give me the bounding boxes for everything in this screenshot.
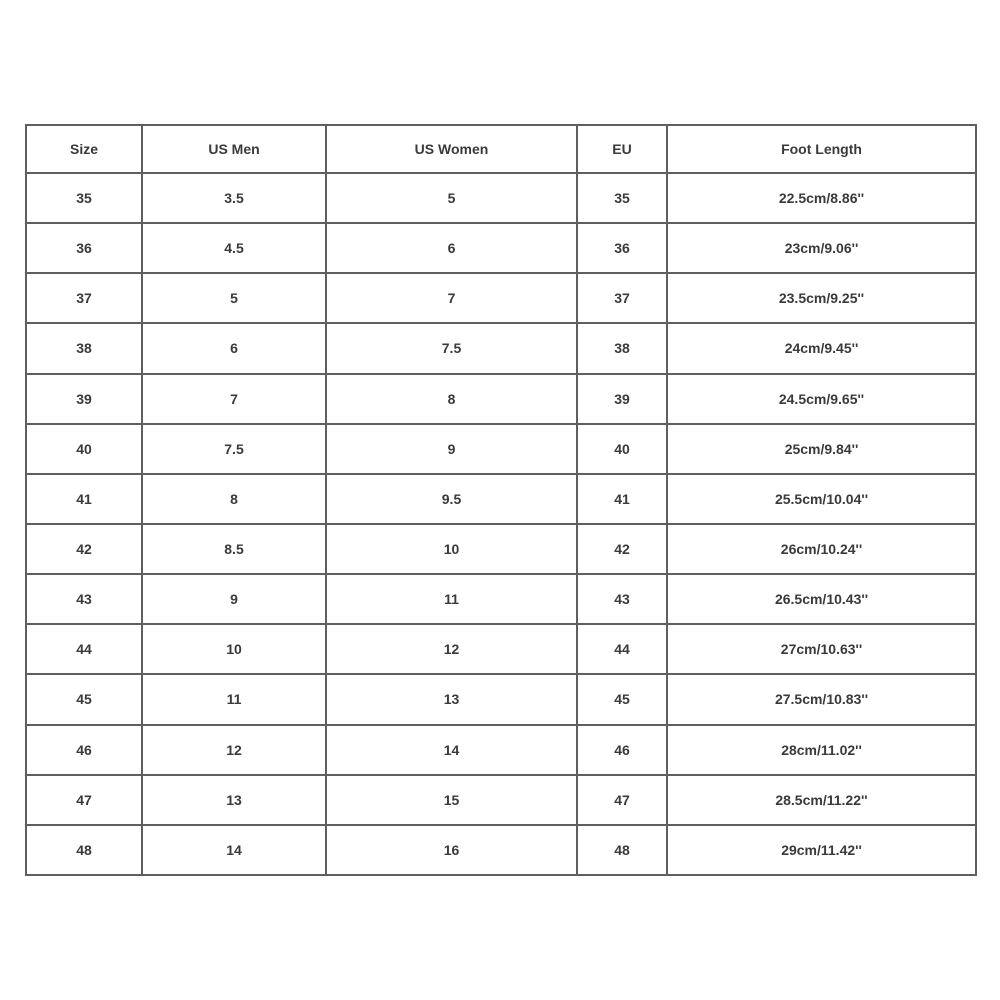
cell-us-women: 16 bbox=[326, 825, 577, 875]
cell-us-women: 12 bbox=[326, 624, 577, 674]
cell-us-men: 3.5 bbox=[142, 173, 326, 223]
cell-us-women: 9.5 bbox=[326, 474, 577, 524]
cell-us-women: 13 bbox=[326, 674, 577, 724]
cell-foot-length: 23.5cm/9.25'' bbox=[667, 273, 976, 323]
cell-size: 48 bbox=[26, 825, 142, 875]
cell-foot-length: 26.5cm/10.43'' bbox=[667, 574, 976, 624]
cell-size: 36 bbox=[26, 223, 142, 273]
cell-us-men: 11 bbox=[142, 674, 326, 724]
cell-foot-length: 24.5cm/9.65'' bbox=[667, 374, 976, 424]
header-row bbox=[26, 125, 976, 173]
header-us-women: US Women bbox=[326, 125, 577, 173]
cell-size: 46 bbox=[26, 725, 142, 775]
cell-us-men: 5 bbox=[142, 273, 326, 323]
table-row bbox=[26, 524, 976, 574]
cell-us-women: 9 bbox=[326, 424, 577, 474]
table-row bbox=[26, 825, 976, 875]
cell-us-men: 7.5 bbox=[142, 424, 326, 474]
cell-foot-length: 27cm/10.63'' bbox=[667, 624, 976, 674]
cell-us-women: 6 bbox=[326, 223, 577, 273]
header-size: Size bbox=[26, 125, 142, 173]
cell-eu: 46 bbox=[577, 725, 667, 775]
cell-size: 45 bbox=[26, 674, 142, 724]
table-row bbox=[26, 775, 976, 825]
cell-size: 41 bbox=[26, 474, 142, 524]
table-row bbox=[26, 725, 976, 775]
cell-foot-length: 24cm/9.45'' bbox=[667, 323, 976, 373]
table-row bbox=[26, 624, 976, 674]
table-row bbox=[26, 223, 976, 273]
cell-eu: 38 bbox=[577, 323, 667, 373]
cell-us-men: 4.5 bbox=[142, 223, 326, 273]
table-row bbox=[26, 323, 976, 373]
cell-size: 40 bbox=[26, 424, 142, 474]
cell-eu: 43 bbox=[577, 574, 667, 624]
cell-eu: 40 bbox=[577, 424, 667, 474]
cell-us-women: 14 bbox=[326, 725, 577, 775]
cell-size: 37 bbox=[26, 273, 142, 323]
cell-us-men: 8.5 bbox=[142, 524, 326, 574]
header-foot-length: Foot Length bbox=[667, 125, 976, 173]
cell-us-women: 8 bbox=[326, 374, 577, 424]
cell-size: 47 bbox=[26, 775, 142, 825]
cell-eu: 41 bbox=[577, 474, 667, 524]
cell-foot-length: 22.5cm/8.86'' bbox=[667, 173, 976, 223]
cell-us-men: 12 bbox=[142, 725, 326, 775]
cell-eu: 48 bbox=[577, 825, 667, 875]
cell-size: 43 bbox=[26, 574, 142, 624]
cell-foot-length: 23cm/9.06'' bbox=[667, 223, 976, 273]
table-row bbox=[26, 574, 976, 624]
cell-us-men: 6 bbox=[142, 323, 326, 373]
header-us-men: US Men bbox=[142, 125, 326, 173]
cell-us-women: 15 bbox=[326, 775, 577, 825]
cell-eu: 35 bbox=[577, 173, 667, 223]
table-body bbox=[26, 173, 976, 875]
cell-us-women: 7 bbox=[326, 273, 577, 323]
cell-eu: 47 bbox=[577, 775, 667, 825]
cell-foot-length: 28.5cm/11.22'' bbox=[667, 775, 976, 825]
table-row bbox=[26, 173, 976, 223]
cell-foot-length: 25cm/9.84'' bbox=[667, 424, 976, 474]
cell-us-men: 10 bbox=[142, 624, 326, 674]
table-row bbox=[26, 273, 976, 323]
header-eu: EU bbox=[577, 125, 667, 173]
table-row bbox=[26, 424, 976, 474]
cell-us-women: 5 bbox=[326, 173, 577, 223]
cell-us-women: 11 bbox=[326, 574, 577, 624]
table-row bbox=[26, 374, 976, 424]
cell-us-men: 7 bbox=[142, 374, 326, 424]
cell-size: 35 bbox=[26, 173, 142, 223]
cell-size: 38 bbox=[26, 323, 142, 373]
size-chart-table bbox=[25, 124, 977, 876]
cell-size: 44 bbox=[26, 624, 142, 674]
cell-eu: 39 bbox=[577, 374, 667, 424]
cell-foot-length: 29cm/11.42'' bbox=[667, 825, 976, 875]
cell-us-men: 14 bbox=[142, 825, 326, 875]
cell-us-men: 8 bbox=[142, 474, 326, 524]
cell-eu: 45 bbox=[577, 674, 667, 724]
cell-size: 39 bbox=[26, 374, 142, 424]
cell-foot-length: 26cm/10.24'' bbox=[667, 524, 976, 574]
cell-foot-length: 28cm/11.02'' bbox=[667, 725, 976, 775]
cell-foot-length: 25.5cm/10.04'' bbox=[667, 474, 976, 524]
cell-size: 42 bbox=[26, 524, 142, 574]
cell-eu: 37 bbox=[577, 273, 667, 323]
cell-us-men: 9 bbox=[142, 574, 326, 624]
table-header bbox=[26, 125, 976, 173]
cell-us-women: 7.5 bbox=[326, 323, 577, 373]
cell-eu: 44 bbox=[577, 624, 667, 674]
table-row bbox=[26, 674, 976, 724]
cell-us-men: 13 bbox=[142, 775, 326, 825]
cell-eu: 36 bbox=[577, 223, 667, 273]
cell-eu: 42 bbox=[577, 524, 667, 574]
cell-foot-length: 27.5cm/10.83'' bbox=[667, 674, 976, 724]
cell-us-women: 10 bbox=[326, 524, 577, 574]
table-row bbox=[26, 474, 976, 524]
